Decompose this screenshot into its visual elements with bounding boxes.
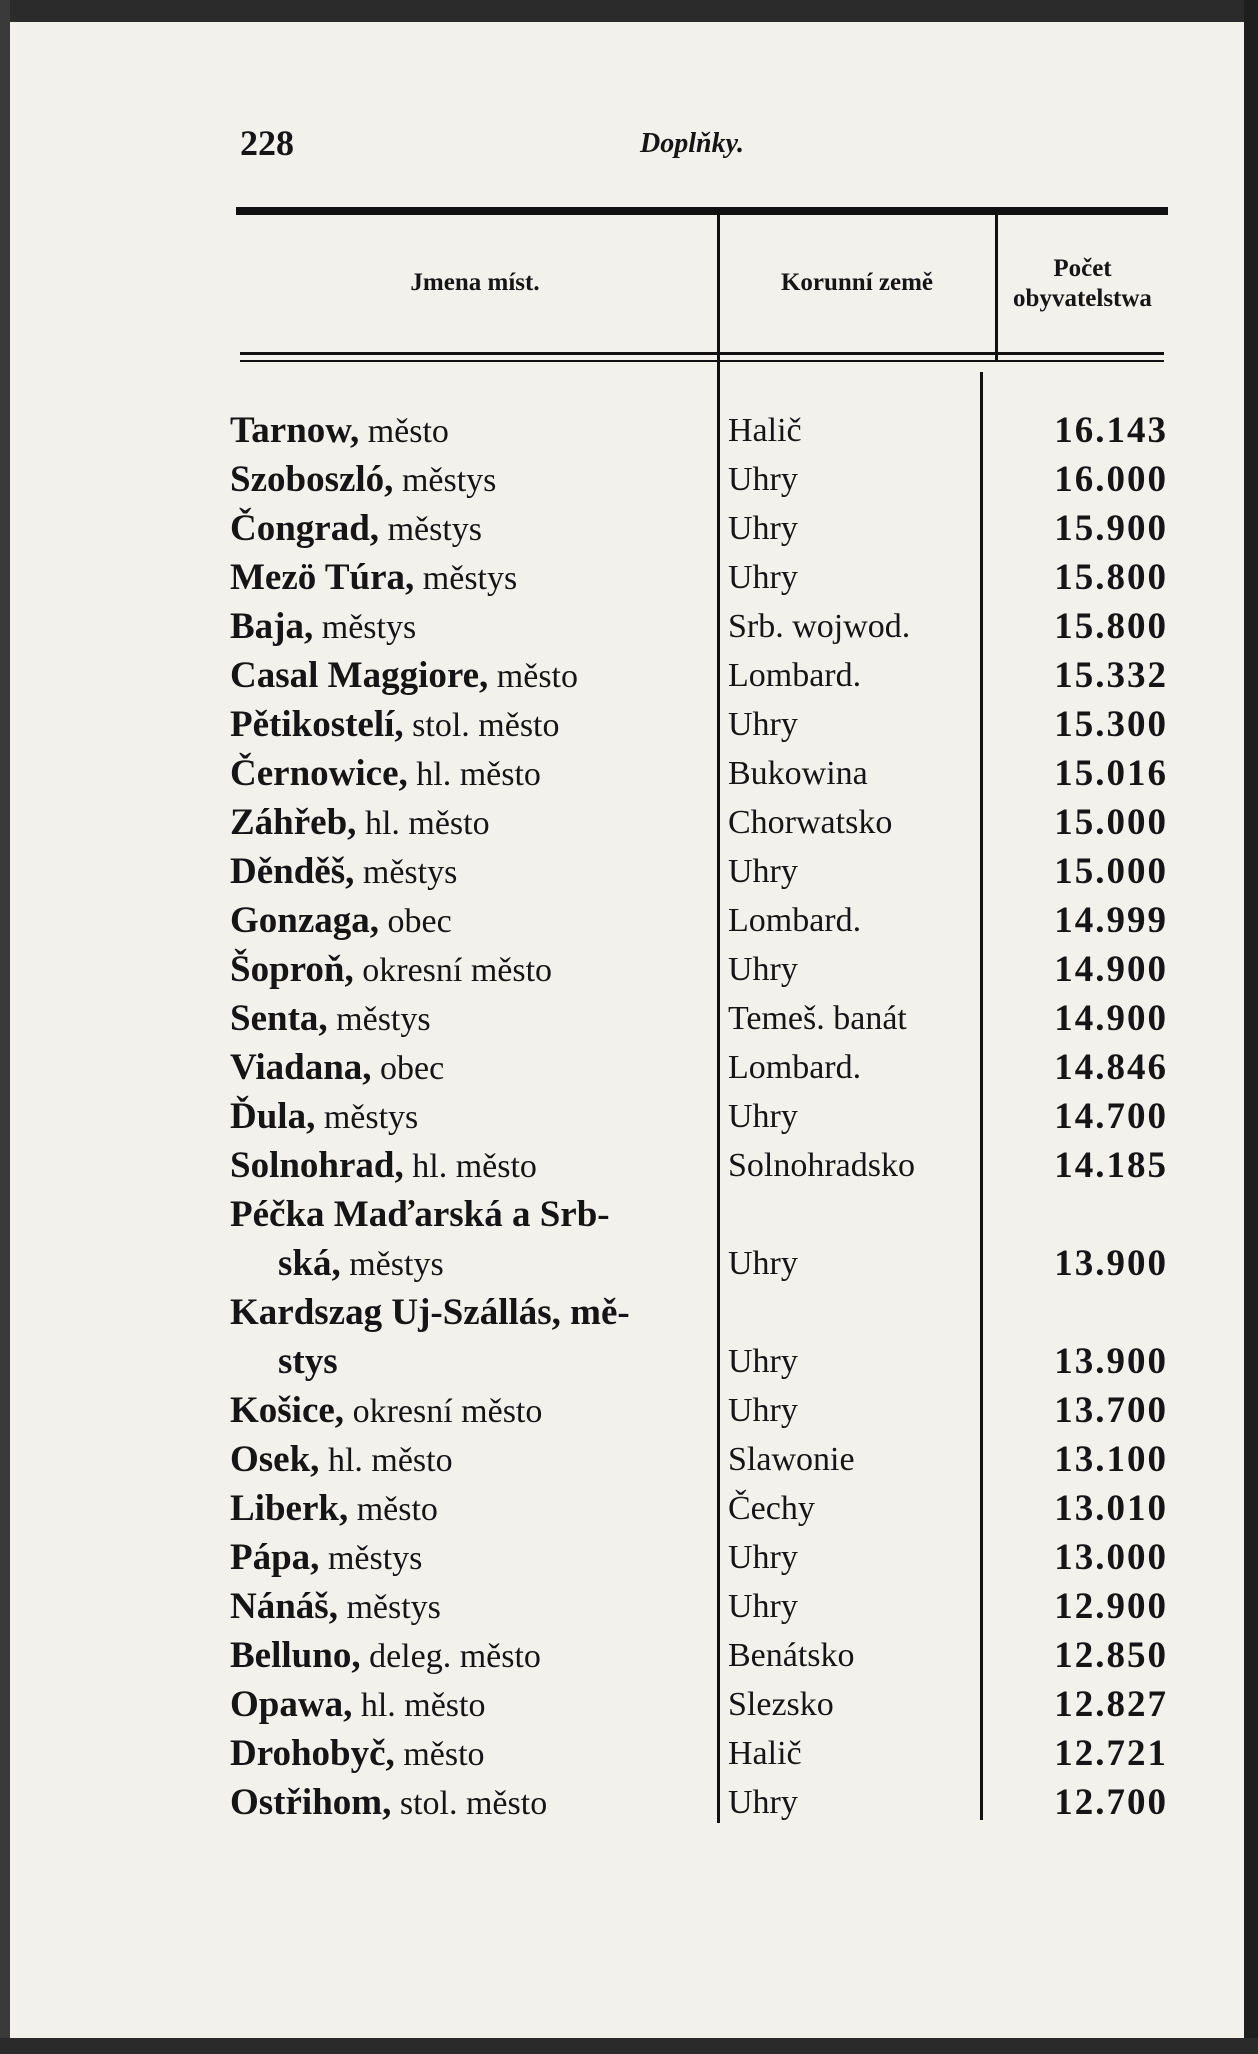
- place-type: městys: [354, 854, 458, 891]
- place-name-continued: stys: [278, 1341, 338, 1382]
- crown-land-cell: Halič: [728, 1735, 802, 1772]
- place-name-cell: [230, 700, 560, 750]
- place-type: městys: [340, 1246, 444, 1283]
- table-row: [0, 1778, 1258, 1827]
- place-name-cell: [230, 1484, 438, 1534]
- column-divider-2-header: [995, 215, 998, 362]
- population-cell: 13.900: [1054, 1341, 1168, 1382]
- place-name-cell: [230, 1386, 542, 1436]
- place-name: Ďula,: [230, 1096, 316, 1137]
- crown-land-cell: Lombard.: [728, 902, 862, 939]
- table-row: [0, 1631, 1258, 1680]
- crown-land-cell: Uhry: [728, 461, 798, 498]
- population-cell: 13.010: [1054, 1488, 1168, 1529]
- crown-land-cell: Temeš. banát: [728, 1000, 907, 1037]
- place-type: hl. město: [356, 805, 490, 842]
- place-name-cell: [230, 896, 452, 946]
- place-name: Gonzaga,: [230, 900, 380, 941]
- place-name-cell: [230, 1435, 453, 1485]
- place-name: Péčka Maďarská a Srb-: [230, 1194, 610, 1235]
- column-header-population: Počet obyvatelstwa: [1013, 255, 1152, 312]
- table-row: [0, 651, 1258, 700]
- place-name: Pápa,: [230, 1537, 320, 1578]
- place-type: městys: [319, 1540, 423, 1577]
- population-cell: 12.827: [1054, 1684, 1168, 1725]
- table-row: [0, 1484, 1258, 1533]
- place-type: deleg. město: [360, 1638, 541, 1675]
- place-name-cell: [230, 1631, 541, 1681]
- crown-land-cell: Uhry: [728, 559, 798, 596]
- crown-land-cell: Benátsko: [728, 1637, 855, 1674]
- place-name: Liberk,: [230, 1488, 349, 1529]
- place-name: Drohobyč,: [230, 1733, 395, 1774]
- place-name-cell: [230, 504, 482, 554]
- place-name-cell: [230, 994, 431, 1044]
- place-type: stol. město: [391, 1785, 548, 1822]
- crown-land-cell: Srb. wojwod.: [728, 608, 911, 645]
- crown-land-cell: Solnohradsko: [728, 1147, 915, 1184]
- place-name: Mezö Túra,: [230, 557, 415, 598]
- place-type: město: [394, 1736, 485, 1773]
- place-name-cell: [230, 1092, 418, 1142]
- running-head: [240, 122, 1160, 168]
- population-cell: 15.800: [1054, 606, 1168, 647]
- place-name: Ostřihom,: [230, 1782, 392, 1823]
- population-cell: 14.700: [1054, 1096, 1168, 1137]
- place-name-cell: [230, 406, 449, 456]
- table-row: [0, 1190, 1258, 1288]
- table-row: [0, 455, 1258, 504]
- place-name-cell: [230, 602, 416, 652]
- place-type: hl. město: [352, 1687, 486, 1724]
- crown-land-cell: Uhry: [728, 853, 798, 890]
- population-cell: 14.900: [1054, 949, 1168, 990]
- table-body: [0, 406, 1258, 1827]
- place-type: městys: [379, 511, 483, 548]
- crown-land-cell: Halič: [728, 412, 802, 449]
- place-type: město: [488, 658, 578, 695]
- table-row: [0, 1435, 1258, 1484]
- table-row: [0, 1533, 1258, 1582]
- place-type: městys: [393, 462, 497, 499]
- place-name: Černowice,: [230, 753, 408, 794]
- place-name: Nánáš,: [230, 1586, 338, 1627]
- crown-land-cell: Uhry: [728, 510, 798, 547]
- table-top-rule: [236, 207, 1168, 215]
- place-name-cell: [230, 1288, 700, 1386]
- place-type: obec: [371, 1050, 445, 1087]
- population-cell: 15.900: [1054, 508, 1168, 549]
- place-name: Šoproň,: [230, 949, 354, 990]
- place-name: Viadana,: [230, 1047, 372, 1088]
- table-row: [0, 504, 1258, 553]
- place-name-cell: [230, 553, 517, 603]
- population-cell: 12.900: [1054, 1586, 1168, 1627]
- population-cell: 14.846: [1054, 1047, 1168, 1088]
- place-name-cell: [230, 945, 552, 995]
- table-row: [0, 896, 1258, 945]
- place-type: okresní město: [344, 1393, 543, 1430]
- population-cell: 13.700: [1054, 1390, 1168, 1431]
- place-name-cell: [230, 1141, 537, 1191]
- population-cell: 13.000: [1054, 1537, 1168, 1578]
- place-type: hl. město: [403, 1148, 537, 1185]
- place-name: Belluno,: [230, 1635, 361, 1676]
- place-name-continued: ská,: [278, 1243, 341, 1284]
- place-name: Čongrad,: [230, 508, 380, 549]
- population-cell: 13.900: [1054, 1243, 1168, 1284]
- place-type: město: [359, 413, 449, 450]
- table-row: [0, 945, 1258, 994]
- crown-land-cell: Bukowina: [728, 755, 868, 792]
- place-name: Pětikostelí,: [230, 704, 404, 745]
- table-row: [0, 1288, 1258, 1386]
- population-cell: 13.100: [1054, 1439, 1168, 1480]
- crown-land-cell: Slezsko: [728, 1686, 834, 1723]
- place-name-cell: [230, 1778, 547, 1828]
- place-name-cell: [230, 1680, 486, 1730]
- table-row: [0, 847, 1258, 896]
- place-name: Kardszag Uj-Szállás, mě-: [230, 1292, 630, 1333]
- table-row: [0, 1729, 1258, 1778]
- crown-land-cell: Lombard.: [728, 657, 862, 694]
- population-cell: 12.721: [1054, 1733, 1168, 1774]
- population-cell: 14.185: [1054, 1145, 1168, 1186]
- place-name-cell: [230, 749, 541, 799]
- table-row: [0, 1043, 1258, 1092]
- place-name: Szoboszló,: [230, 459, 394, 500]
- crown-land-cell: Lombard.: [728, 1049, 862, 1086]
- crown-land-cell: Uhry: [728, 1588, 798, 1625]
- table-row: [0, 749, 1258, 798]
- table-row: [0, 1386, 1258, 1435]
- population-cell: 15.332: [1054, 655, 1168, 696]
- scan-border-bottom: [0, 2038, 1258, 2054]
- column-header-names: Jmena míst.: [410, 269, 540, 296]
- place-type: stol. město: [403, 707, 560, 744]
- population-cell: 16.000: [1054, 459, 1168, 500]
- population-cell: 15.800: [1054, 557, 1168, 598]
- place-name: Osek,: [230, 1439, 320, 1480]
- place-type: městys: [315, 1099, 419, 1136]
- place-name: Senta,: [230, 998, 328, 1039]
- table-row: [0, 1141, 1258, 1190]
- population-cell: 14.999: [1054, 900, 1168, 941]
- crown-land-cell: Uhry: [728, 1784, 798, 1821]
- place-name: Baja,: [230, 606, 314, 647]
- place-name-cell: [230, 455, 496, 505]
- place-type: město: [348, 1491, 438, 1528]
- scan-border-top: [0, 0, 1258, 22]
- place-name-cell: [230, 847, 457, 897]
- crown-land-cell: Uhry: [728, 1245, 798, 1282]
- place-name-cell: [230, 1190, 700, 1289]
- table-row: [0, 1092, 1258, 1141]
- place-name: Tarnow,: [230, 410, 360, 451]
- place-name: Záhřeb,: [230, 802, 357, 843]
- population-cell: 15.016: [1054, 753, 1168, 794]
- place-type: městys: [327, 1001, 431, 1038]
- place-name-cell: [230, 651, 578, 701]
- crown-land-cell: Slawonie: [728, 1441, 855, 1478]
- place-type: okresní město: [353, 952, 553, 989]
- place-type: městys: [337, 1589, 441, 1626]
- crown-land-cell: Uhry: [728, 1392, 798, 1429]
- table-row: [0, 1680, 1258, 1729]
- place-name: Solnohrad,: [230, 1145, 404, 1186]
- running-title: Doplňky.: [640, 128, 744, 159]
- page-number: 228: [240, 123, 294, 163]
- header-rule-thin: [240, 360, 1164, 362]
- table-row: [0, 602, 1258, 651]
- place-name: Casal Maggiore,: [230, 655, 489, 696]
- place-type: hl. město: [407, 756, 541, 793]
- place-type: hl. město: [319, 1442, 453, 1479]
- population-cell: 12.700: [1054, 1782, 1168, 1823]
- crown-land-cell: Uhry: [728, 1539, 798, 1576]
- crown-land-cell: Uhry: [728, 951, 798, 988]
- table-row: [0, 553, 1258, 602]
- population-cell: 15.000: [1054, 851, 1168, 892]
- place-name-cell: [230, 798, 490, 848]
- table-row: [0, 700, 1258, 749]
- place-name-cell: [230, 1043, 444, 1093]
- table-row: [0, 1582, 1258, 1631]
- place-type: městys: [313, 609, 417, 646]
- place-name-cell: [230, 1582, 441, 1632]
- crown-land-cell: Uhry: [728, 1098, 798, 1135]
- population-cell: 12.850: [1054, 1635, 1168, 1676]
- table-row: [0, 994, 1258, 1043]
- place-name: Opawa,: [230, 1684, 353, 1725]
- place-name: Děnděš,: [230, 851, 355, 892]
- place-name-cell: [230, 1533, 422, 1583]
- crown-land-cell: Chorwatsko: [728, 804, 893, 841]
- table-row: [0, 798, 1258, 847]
- place-type: městys: [414, 560, 518, 597]
- population-cell: 16.143: [1054, 410, 1168, 451]
- column-header-land: Korunní země: [780, 269, 934, 296]
- place-name-cell: [230, 1729, 485, 1779]
- place-name: Košice,: [230, 1390, 345, 1431]
- crown-land-cell: Uhry: [728, 706, 798, 743]
- place-type: obec: [379, 903, 452, 940]
- population-cell: 14.900: [1054, 998, 1168, 1039]
- crown-land-cell: Čechy: [728, 1490, 815, 1527]
- population-cell: 15.000: [1054, 802, 1168, 843]
- population-cell: 15.300: [1054, 704, 1168, 745]
- crown-land-cell: Uhry: [728, 1343, 798, 1380]
- header-rule-thick: [240, 352, 1164, 355]
- table-row: [0, 406, 1258, 455]
